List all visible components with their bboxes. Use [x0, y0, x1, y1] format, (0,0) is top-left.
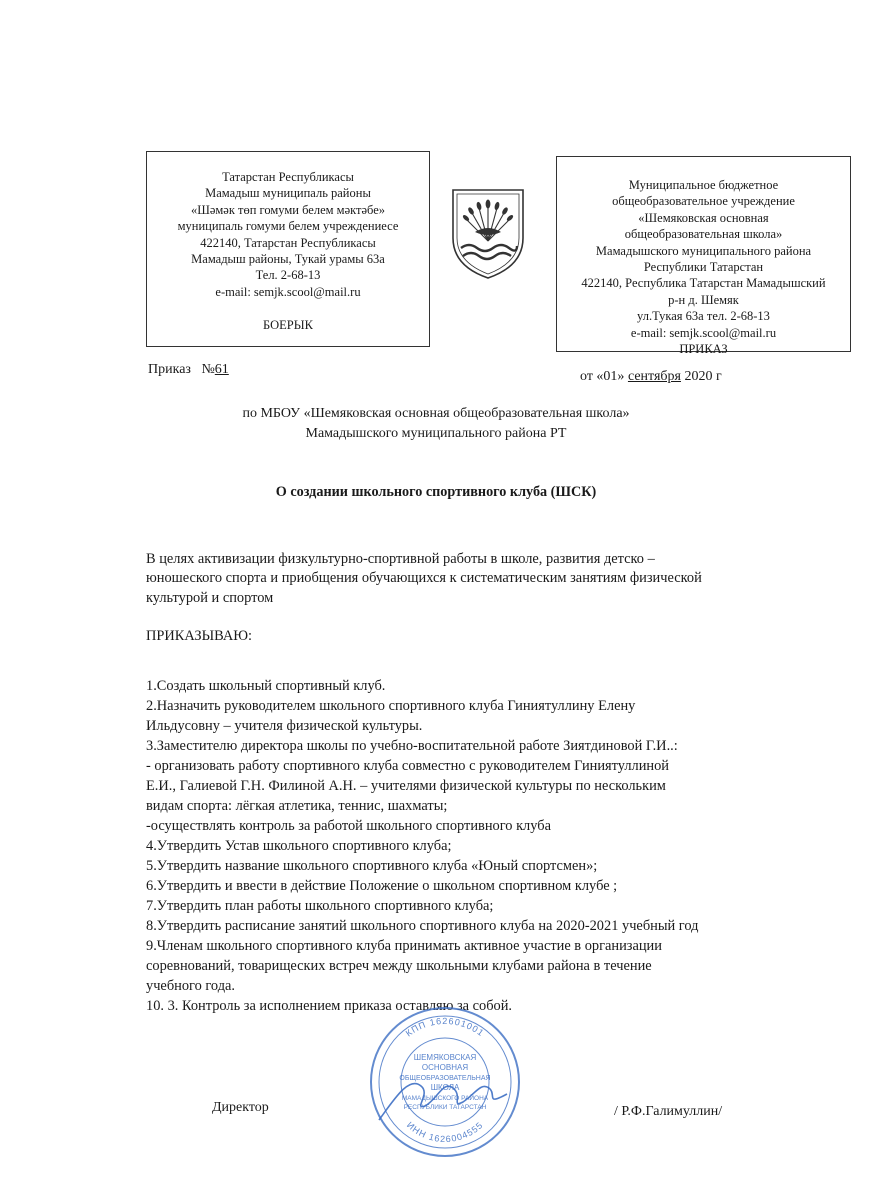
header-left-line: муниципаль гомуми белем учреждениесе: [177, 219, 399, 234]
order-number-prefix: №: [201, 362, 215, 377]
header-right-line: общеобразовательная школа»: [624, 227, 783, 242]
header-left-line: Мамадыш районы, Тукай урамы 63а: [191, 252, 385, 267]
header-right-line: общеобразовательное учреждение: [612, 194, 795, 209]
header-right-line: e-mail: semjk.scool@mail.ru: [630, 325, 777, 340]
order-item: Е.И., Галиевой Г.Н. Филиной А.Н. – учителями физической культуры по нескольким: [146, 778, 666, 794]
order-item: 8.Утвердить расписание занятий школьного спортивного клуба на 2020-2021 учебный год: [146, 918, 699, 934]
order-item: учебного года.: [146, 978, 236, 994]
signature-position: Директор: [212, 1100, 269, 1115]
header-right-russian: [556, 156, 851, 357]
order-label: Приказ: [148, 362, 191, 377]
seal-line: МАМАДЫШСКОГО РАЙОНА: [401, 1095, 489, 1102]
order-item: 2.Назначить руководителем школьного спортивного клуба Гиниятуллину Елену: [146, 698, 636, 714]
order-date-year: 2020 г: [684, 369, 722, 384]
order-number: [148, 362, 229, 378]
preamble-line: В целях активизации физкультурно-спортивной работы в школе, развития детско –: [146, 551, 655, 567]
order-item: 1.Создать школьный спортивный клуб.: [146, 678, 386, 694]
document-title: О создании школьного спортивного клуба (ШСК): [275, 484, 597, 500]
preamble-line: культурой и спортом: [146, 590, 274, 606]
seal-line: ШКОЛА: [430, 1083, 460, 1092]
header-right-line: ул.Тукая 63а тел. 2-68-13: [637, 309, 770, 324]
order-item: -осуществлять контроль за работой школьного спортивного клуба: [146, 818, 551, 834]
header-left-doc-type: БОЕРЫК: [263, 318, 313, 333]
header-right-doc-type: ПРИКАЗ: [679, 342, 728, 357]
order-word: ПРИКАЗЫВАЮ:: [146, 628, 253, 644]
seal-kpp: КПП 162601001: [403, 1015, 487, 1039]
seal-inn: ИНН 1626004555: [404, 1119, 486, 1145]
org-line-2: Мамадышского муниципального района РТ: [305, 426, 567, 441]
seal-line: ОСНОВНАЯ: [421, 1063, 469, 1072]
order-item: 5.Утвердить название школьного спортивного клуба «Юный спортсмен»;: [146, 858, 598, 874]
preamble-line: юношеского спорта и приобщения обучающихся к систематическим занятиям физической: [146, 570, 702, 586]
district-emblem-icon: [447, 186, 529, 280]
order-item: 3.Заместителю директора школы по учебно-воспитательной работе Зиятдиновой Г.И..:: [146, 738, 678, 754]
order-date-prefix: от «01»: [580, 369, 625, 384]
header-left-line: 422140, Татарстан Республикасы: [200, 235, 376, 250]
svg-text:ИНН 1626004555: [405, 1120, 485, 1144]
order-date: [580, 369, 722, 385]
header-left-tatar: [146, 151, 430, 347]
header-right-line: «Шемяковская основная: [638, 210, 769, 225]
header-right-line: 422140, Республика Татарстан Мамадышский: [581, 276, 826, 291]
order-item: - организовать работу спортивного клуба совместно с руководителем Гиниятуллиной: [146, 758, 669, 774]
signature-name: / Р.Ф.Галимуллин/: [614, 1104, 723, 1119]
header-left-line: «Шәмәк төп гомуми белем мәктәбе»: [190, 202, 386, 217]
org-line-1: по МБОУ «Шемяковская основная общеобразовательная школа»: [242, 406, 630, 421]
seal-line: РЕСПУБЛИКИ ТАТАРСТАН: [403, 1104, 487, 1111]
header-right-line: р-н д. Шемяк: [668, 292, 739, 307]
order-item: 4.Утвердить Устав школьного спортивного клуба;: [146, 838, 452, 854]
order-item: 6.Утвердить и ввести в действие Положение о школьном спортивном клубе ;: [146, 878, 618, 894]
order-date-month: сентября: [627, 369, 681, 384]
order-item: 9.Членам школьного спортивного клуба принимать активное участие в организации: [146, 938, 662, 954]
header-right-line: Мамадышского муниципального района: [595, 243, 812, 258]
header-left-line: e-mail: semjk.scool@mail.ru: [215, 284, 361, 299]
order-number-value: 61: [214, 362, 229, 377]
seal-line: ОБЩЕОБРАЗОВАТЕЛЬНАЯ: [399, 1075, 491, 1082]
order-item: 7.Утвердить план работы школьного спортивного клуба;: [146, 898, 494, 914]
svg-text:КПП 162601001: [404, 1016, 486, 1038]
header-left-line: Татарстан Республикасы: [222, 170, 354, 184]
school-seal-stamp: [365, 1002, 525, 1162]
seal-line: ШЕМЯКОВСКАЯ: [413, 1053, 477, 1062]
header-left-line: Тел. 2-68-13: [255, 268, 321, 283]
header-left-line: Мамадыш муниципаль районы: [205, 186, 371, 201]
header-right-line: Муниципальное бюджетное: [628, 178, 779, 192]
order-item: Ильдусовну – учителя физической культуры.: [146, 718, 423, 734]
order-item: 10. 3. Контроль за исполнением приказа оставляю за собой.: [146, 998, 513, 1014]
order-item: соревнований, товарищеских встреч между школьными клубами района в течение: [146, 958, 652, 974]
header-right-line: Республики Татарстан: [643, 260, 764, 275]
order-item: видам спорта: лёгкая атлетика, теннис, шахматы;: [146, 798, 448, 814]
